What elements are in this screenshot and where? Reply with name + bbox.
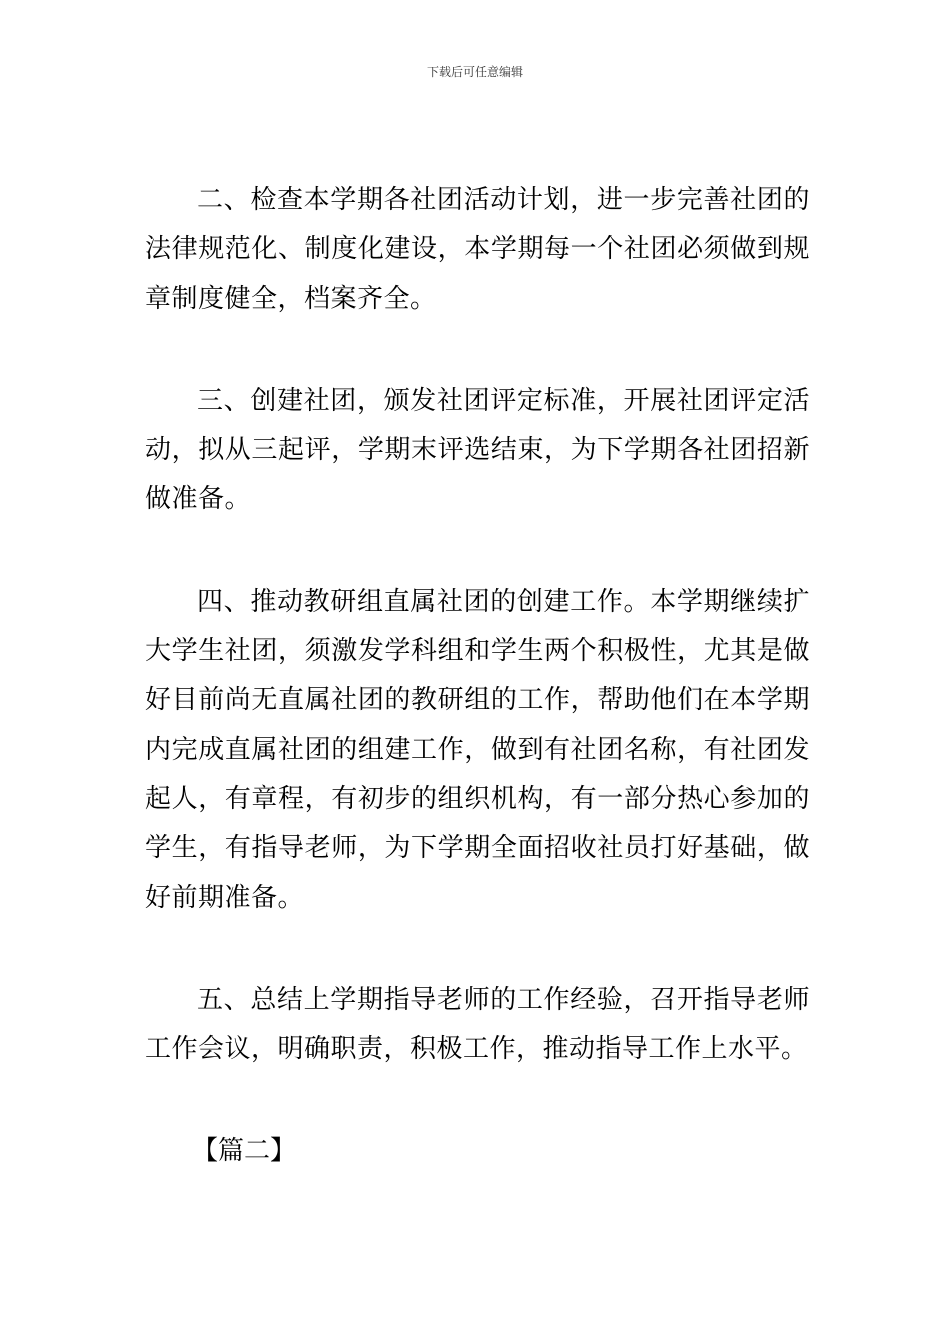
paragraph-four: 四、推动教研组直属社团的创建工作。本学期继续扩大学生社团，须激发学科组和学生两个积极性，尤其是做好目前尚无直属社团的教研组的工作，帮助他们在本学期内完成直属社团的组建工作，做到有社团名称，有社团发起人，有章程，有初步的组织机构，有一部分热心参加的学生，有指导老师，为下学期全面招收社员打好基础，做好前期准备。 — [145, 586, 810, 913]
paragraph-spacer — [145, 1074, 810, 1127]
paragraph-spacer — [145, 923, 810, 976]
paragraph-spacer — [145, 525, 810, 578]
section-heading: 【篇二】 — [192, 1136, 297, 1167]
paragraph-five: 五、总结上学期指导老师的工作经验，召开指导老师工作会议，明确职责，积极工作，推动指导工作上水平。 — [145, 984, 810, 1065]
document-body — [145, 176, 810, 1177]
paragraph-spacer — [145, 324, 810, 377]
paragraph-three: 三、创建社团，颁发社团评定标准，开展社团评定活动，拟从三起评，学期末评选结束，为下学期各社团招新做准备。 — [145, 385, 810, 515]
paragraph-two: 二、检查本学期各社团活动计划，进一步完善社团的法律规范化、制度化建设，本学期每一个社团必须做到规章制度健全，档案齐全。 — [145, 185, 810, 314]
page-header: 下载后可任意编辑 — [426, 65, 523, 79]
